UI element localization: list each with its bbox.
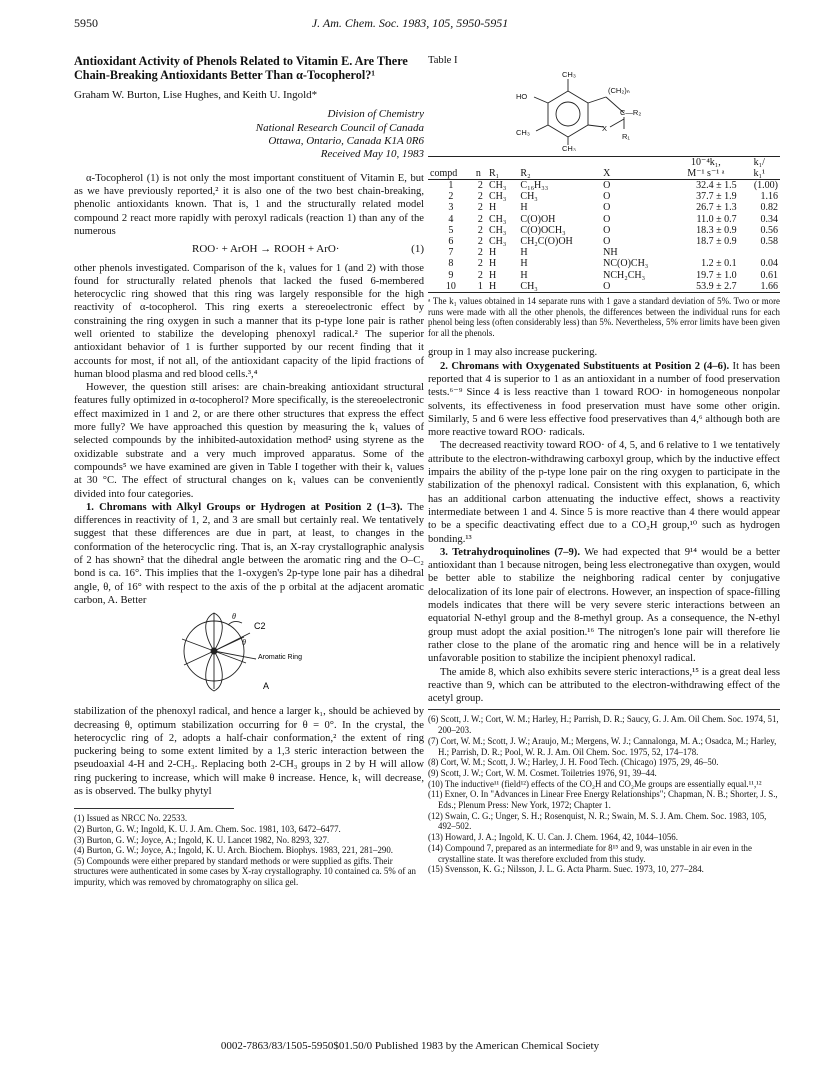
equation bbox=[74, 243, 424, 256]
footnote: (3) Burton, G. W.; Joyce, A.; Ingold, K. U. Lancet 1982, No. 8293, 327. bbox=[74, 834, 330, 845]
struct-ch2n: (CH₂)ₙ bbox=[608, 86, 630, 96]
table-cell: H bbox=[489, 247, 497, 259]
table-cell: O bbox=[603, 213, 611, 225]
table-cell: C(O)OCH₃ bbox=[520, 224, 566, 236]
table-cell: 10 bbox=[428, 281, 474, 293]
table-row bbox=[428, 236, 780, 247]
table-cell: 2 bbox=[477, 224, 483, 236]
table-cell: 11.0 ± 0.7 bbox=[696, 213, 737, 225]
authors: Graham W. Burton, Lise Hughes, and Keith U. Ingold* bbox=[74, 88, 318, 101]
table-cell: C₁₆H₃₃ bbox=[520, 180, 549, 191]
footnote: (15) Svensson, K. G.; Nilsson, J. L. G. Acta Pharm. Suec. 1973, 10, 277–284. bbox=[428, 864, 704, 875]
affiliation-line: Division of Chemistry bbox=[327, 108, 424, 121]
table-cell: CH₃ bbox=[489, 180, 507, 191]
footnote: (5) Compounds were either prepared by standard methods or were supplied as gifts. Their structures were authenticated in some cases by X-ray crystallography. 10 contained ca. 5% of an impurity, which was removed by chromatography on silica gel. bbox=[74, 855, 416, 887]
table-cell: 37.7 ± 1.9 bbox=[696, 191, 737, 203]
table-cell: CH₃ bbox=[520, 191, 538, 203]
table-cell: C(O)OH bbox=[520, 213, 556, 225]
article-title: Antioxidant Activity of Phenols Related to Vitamin E. Are There Chain-Breaking Antioxidants Better Than α-Tocopherol?¹ bbox=[74, 54, 408, 83]
affiliation-line: National Research Council of Canada bbox=[255, 121, 424, 134]
paragraph: α-Tocopherol (1) is not only the most important constituent of Vitamin E, but as we have previously reported,² it is also one of the two best chain-breaking, phenolic antioxidants known. That is, 1 and the structurally related model compound 2 react more rapidly with peroxyl radicals (reaction 1) than any of the numerous bbox=[74, 172, 424, 237]
table-header: X bbox=[601, 168, 673, 180]
table-cell bbox=[673, 247, 738, 258]
section-text: It has been reported that 4 is superior to 1 as an antioxidant in a number of food preservation tests.⁶⁻⁹ Since 4 is less reactive than 1 toward ROO· in homogeneous nonpolar solvents, its effectiveness in food preservation must have some other origin. Similarly, 5 and 6 were less effective food preservatives than 4,⁶ although both are more reactive toward ROO· radicals. bbox=[428, 360, 780, 439]
paragraph: group in 1 may also increase puckering. bbox=[428, 347, 598, 359]
table-cell: 2 bbox=[448, 191, 454, 203]
table-row bbox=[428, 281, 780, 293]
table-cell: H bbox=[489, 202, 497, 214]
table-row bbox=[428, 191, 780, 202]
footnote: (2) Burton, G. W.; Ingold, K. U. J. Am. Chem. Soc. 1981, 103, 6472–6477. bbox=[74, 823, 341, 834]
equation-text: ROO· + ArOH → ROOH + ArO· bbox=[192, 243, 340, 256]
table-header: compd bbox=[428, 168, 474, 180]
page-footer: 0002-7863/83/1505-5950$01.50/0 Published 1983 by the American Chemical Society bbox=[220, 1040, 600, 1052]
table-row bbox=[428, 202, 780, 213]
table-cell: 2 bbox=[477, 236, 483, 248]
struct-ch3-bottom: CH₃ bbox=[562, 144, 576, 152]
table-cell: H bbox=[520, 202, 528, 214]
table-row bbox=[428, 258, 780, 269]
table-header: R₂ bbox=[518, 168, 601, 180]
table-header: 10⁻⁴k₁, bbox=[673, 156, 738, 168]
page-number: 5950 bbox=[74, 16, 98, 30]
table-cell: NH bbox=[603, 247, 618, 259]
table-cell: 5 bbox=[448, 224, 454, 236]
table-cell: O bbox=[603, 191, 611, 203]
table-header: n bbox=[474, 168, 487, 180]
paragraph: stabilization of the phenoxyl radical, and hence a larger k₁, should be achieved by decreasing θ, optimum stabilization occurring for θ = 0°. In the crystal, the heterocyclic ring of 2, adopts a half-chair conformation,² the extent of ring puckering being to some extent limited by a 1,3 steric interaction between the pseudoaxial 4-H and 2-CH₃. Replacing both 2-CH₃ groups in 2 by H will allow ring puckering to increase, which will make θ increase. Hence, k₁ will decrease, as is observed. The bulky phytyl bbox=[74, 706, 424, 798]
table-cell: (1.00) bbox=[753, 180, 778, 191]
affiliation-line: Ottawa, Ontario, Canada K1A 0R6 bbox=[268, 134, 424, 147]
footnote: (12) Swain, C. G.; Unger, S. H.; Rosenquist, N. R.; Swain, M. S. J. Am. Chem. Soc. 1983, 105, 492–502. bbox=[428, 810, 767, 832]
footnote: (10) The inductive¹¹ (field¹²) effects of the CO₂H and CO₂Me groups are essentially equal.¹¹,¹² bbox=[428, 778, 762, 789]
chroman-structure bbox=[428, 69, 780, 151]
orbital-figure bbox=[74, 609, 424, 701]
table-cell: 1 bbox=[474, 281, 487, 293]
label-a: A bbox=[263, 681, 270, 692]
footnote-rule bbox=[74, 808, 234, 809]
section-heading: 2. Chromans with Oxygenated Substituents at Position 2 (4–6). bbox=[440, 360, 730, 372]
table-cell: CH₃ bbox=[489, 236, 507, 248]
table-header: R₁ bbox=[487, 168, 518, 180]
footnotes-right bbox=[428, 709, 780, 875]
right-column bbox=[428, 54, 780, 875]
footnote: (7) Cort, W. M.; Scott, J. W.; Araujo, M.; Mergens, W. J.; Cannalonga, M. A.; Osadca, M.; Harley, H.; Parrish, D. R.; Pool, W. R. J. Am. Oil Chem. Soc. 1975, 52, 174–178. bbox=[428, 735, 777, 757]
footnote: (14) Compound 7, prepared as an intermediate for 8¹⁵ and 9, was unstable in air even in the crystalline state. It was therefore excluded from this study. bbox=[428, 842, 752, 864]
paragraph: The decreased reactivity toward ROO· of 4, 5, and 6 relative to 1 we tentatively attribute to the electron-withdrawing carboxyl group, which by the inductive effect impairs the ability of the p-type lone pair on the ring oxygen to participate in the stabilization of the phenoxyl radical. Consistent with this explanation, 6, which has an additional carbon attenuating the inductive effect, shows a reactivity intermediate between 1 and 4. Since 5 is more reactive than 4 there would appear to be a specific deactivating effect due to a CO₂H group,¹⁰ such as hydrogen bonding.¹³ bbox=[428, 440, 780, 545]
table-cell: 7 bbox=[448, 247, 454, 259]
table-cell: 0.82 bbox=[760, 202, 778, 214]
table-cell: 2 bbox=[477, 191, 483, 203]
section-paragraph bbox=[428, 546, 780, 666]
table-cell: O bbox=[603, 202, 611, 214]
table-cell: 3 bbox=[448, 202, 454, 214]
table-row bbox=[428, 214, 780, 225]
table-cell: 0.56 bbox=[760, 224, 778, 236]
table-cell: 32.4 ± 1.5 bbox=[696, 180, 737, 191]
orbital-diagram bbox=[74, 609, 424, 701]
table-cell: 0.58 bbox=[760, 236, 778, 248]
table-cell: 0.34 bbox=[760, 213, 778, 225]
footnote: (4) Burton, G. W.; Joyce, A.; Ingold, K. U. Arch. Biochem. Biophys. 1983, 221, 281–290. bbox=[74, 845, 393, 856]
table-cell: CH₃ bbox=[489, 224, 507, 236]
table-cell: NC(O)CH₃ bbox=[603, 258, 649, 270]
table-cell: 4 bbox=[448, 213, 454, 225]
paragraph: The amide 8, which also exhibits severe steric interactions,¹⁵ is a great deal less reactive than 9, which can be attributed to the electron-withdrawing effect of the acetyl group. bbox=[428, 666, 780, 705]
table-footnote: ᵃ The k₁ values obtained in 14 separate runs with 1 gave a standard deviation of 5%. Two or more runs were made with all the other phenols, the differences between the individual runs for each phenol being less (often considerably less) than 5%. Nevertheless, 5% error limits have been given for all the phenols. bbox=[428, 296, 780, 338]
equation-number: (1) bbox=[411, 243, 424, 256]
section-text: We had expected that 9¹⁴ would be a better antioxidant than 1 because nitrogen, being less electronegative than oxygen, would be better able to stabilize the neighboring radical center by conjugative delocalization of its lone pair of electrons. However, an inspection of space-filling models indicates that there will be very severe steric interactions between an equatorial N-ethyl group and the 8-methyl group. As a consequence, the N-ethyl group must adopt the axial position.¹⁶ The nitrogen's lone pair will therefore lie rather close to the plane of the aromatic ring and hence will be in a relatively unfavorable position to stabilize the incipient phenoxyl radical. bbox=[428, 546, 780, 665]
table-cell: 6 bbox=[448, 236, 454, 248]
struct-x: X bbox=[602, 124, 608, 134]
table-cell: 1.16 bbox=[760, 191, 778, 203]
struct-ch3-left: CH₃ bbox=[516, 128, 530, 138]
table-header: k₁/ bbox=[739, 156, 780, 168]
struct-r1: R₁ bbox=[622, 132, 630, 142]
table-cell: 1 bbox=[448, 180, 454, 191]
table-cell: 2 bbox=[477, 213, 483, 225]
label-theta: θ bbox=[242, 638, 246, 648]
table-header: k₁¹ bbox=[739, 168, 780, 180]
table-cell: H bbox=[487, 281, 518, 293]
table-header bbox=[601, 156, 673, 168]
label-aromatic-ring: Aromatic Ring bbox=[258, 654, 302, 662]
table-row bbox=[428, 270, 780, 281]
struct-ho: HO bbox=[516, 92, 528, 102]
table-header bbox=[518, 156, 601, 168]
footnote: (11) Exner, O. In "Advances in Linear Free Energy Relationships"; Chapman, N. B.; Shorter, J. S., Eds.; Plenum Press: New York, 1972; Chapter 1. bbox=[428, 789, 778, 811]
footnote: (9) Scott, J. W.; Cort, W. M. Cosmet. Toiletries 1976, 91, 39–44. bbox=[428, 767, 657, 778]
footnotes-left bbox=[74, 813, 424, 887]
table-cell: 1.2 ± 0.1 bbox=[701, 258, 737, 270]
table-header bbox=[487, 156, 518, 168]
struct-c-r2: C—R₂ bbox=[620, 108, 642, 118]
section-paragraph bbox=[428, 360, 780, 440]
table-cell: O bbox=[603, 236, 611, 248]
table-cell bbox=[739, 247, 780, 258]
table-cell: 1.66 bbox=[739, 281, 780, 293]
table-row bbox=[428, 247, 780, 258]
table-cell: 2 bbox=[477, 247, 483, 259]
affiliation bbox=[74, 108, 424, 162]
table-header bbox=[474, 156, 487, 168]
table-cell: H bbox=[520, 247, 528, 259]
table-cell: 2 bbox=[477, 269, 483, 281]
label-theta-top: θ bbox=[232, 612, 236, 622]
section-heading: 1. Chromans with Alkyl Groups or Hydrogen at Position 2 (1–3). bbox=[86, 501, 403, 513]
table-cell: 2 bbox=[477, 202, 483, 214]
paragraph: However, the question still arises: are chain-breaking antioxidant structural features fully optimized in α-tocopherol? More specifically, is the stereoelectronic effect maximized in 1 and 2, or are there other structures that express the effect more fully? We have approached this question by measuring the k₁ values of selected compounds by the inhibited-autoxidation method² using styrene as the oxidizable substrate and a very much improved apparatus. Some of the compounds⁵ we have examined are given in Table I together with their k₁ values at 30 °C. The effect of structural changes on k₁ values can be conveniently divided into four categories. bbox=[74, 382, 424, 500]
table-cell: CH₃ bbox=[489, 213, 507, 225]
table-row bbox=[428, 225, 780, 236]
table-header bbox=[428, 156, 474, 168]
section-text: The differences in reactivity of 1, 2, and 3 are small but certainly real. We tentatively suggest that these differences are due in part, at least, to changes in the conformation of the heterocyclic ring. That is, an X-ray crystallographic analysis of 2 has shown² that the dihedral angle between the aromatic ring and the O–C₂ bond is ca. 16°. This implies that the 1-oxygen's 2p-type lone pair has a dihedral angle, θ, of 16° with respect to the axis of the p orbital at the adjacent aromatic carbon, A. Better bbox=[74, 501, 424, 606]
table-cell: O bbox=[603, 224, 611, 236]
section-paragraph bbox=[74, 501, 424, 607]
label-c2: C2 bbox=[254, 621, 266, 632]
table-i bbox=[428, 156, 780, 293]
table-cell: 0.04 bbox=[760, 258, 778, 270]
table-cell: O bbox=[601, 281, 673, 293]
table-cell: NCH₂CH₃ bbox=[603, 269, 646, 281]
table-cell: 2 bbox=[477, 180, 483, 191]
table-cell: 2 bbox=[477, 258, 483, 270]
received-date: Received May 10, 1983 bbox=[320, 148, 424, 161]
table-cell: H bbox=[520, 258, 528, 270]
table-row bbox=[428, 180, 780, 192]
table-cell: H bbox=[520, 269, 528, 281]
table-cell: 18.7 ± 0.9 bbox=[696, 236, 737, 248]
left-column bbox=[74, 54, 424, 887]
footnote: (13) Howard, J. A.; Ingold, K. U. Can. J. Chem. 1964, 42, 1044–1056. bbox=[428, 832, 678, 843]
paragraph: other phenols investigated. Comparison of the k₁ values for 1 (and 2) with those found for structurally related phenols that lacked the fused 6-membered heterocyclic ring showed that this ring was largely responsible for the high reactivity of α-tocopherol. This ring exerts a stereoelectronic effect by constraining the ring oxygen in such a manner that its p-type lone pair is rather well oriented to stabilize the developing phenoxyl radical.² The superior antioxidant behavior of 1 is further supported by our recent finding that it accounts for most, if not all, of the antioxidant capacity of the lipid fractions of human blood plasma and red blood cells.³,⁴ bbox=[74, 262, 424, 380]
table-cell: CH₂C(O)OH bbox=[520, 236, 573, 248]
table-caption: Table I bbox=[428, 55, 458, 66]
table-cell: O bbox=[603, 180, 611, 191]
table-cell: 18.3 ± 0.9 bbox=[696, 224, 737, 236]
table-cell: 53.9 ± 2.7 bbox=[673, 281, 738, 293]
table-cell: 0.61 bbox=[760, 269, 778, 281]
table-cell: 9 bbox=[448, 269, 454, 281]
table-cell: H bbox=[489, 258, 497, 270]
table-header: M⁻¹ s⁻¹ ᵃ bbox=[673, 168, 738, 180]
table-cell: CH₃ bbox=[489, 191, 507, 203]
running-header: J. Am. Chem. Soc. 1983, 105, 5950-5951 bbox=[311, 16, 509, 30]
struct-ch3-top: CH₃ bbox=[562, 70, 576, 80]
table-cell: 19.7 ± 1.0 bbox=[696, 269, 737, 281]
footnote: (8) Cort, W. M.; Scott, J. W.; Harley, J. H. Food Tech. (Chicago) 1975, 29, 46–50. bbox=[428, 757, 719, 768]
table-cell: 8 bbox=[448, 258, 454, 270]
table-cell: H bbox=[489, 269, 497, 281]
table-cell: CH₃ bbox=[518, 281, 601, 293]
section-heading: 3. Tetrahydroquinolines (7–9). bbox=[440, 546, 580, 558]
footnote: (1) Issued as NRCC No. 22533. bbox=[74, 813, 188, 824]
footnote: (6) Scott, J. W.; Cort, W. M.; Harley, H.; Parrish, D. R.; Saucy, G. J. Am. Oil Chem. Soc. 1974, 51, 200–203. bbox=[428, 714, 779, 736]
table-cell: 26.7 ± 1.3 bbox=[696, 202, 737, 214]
